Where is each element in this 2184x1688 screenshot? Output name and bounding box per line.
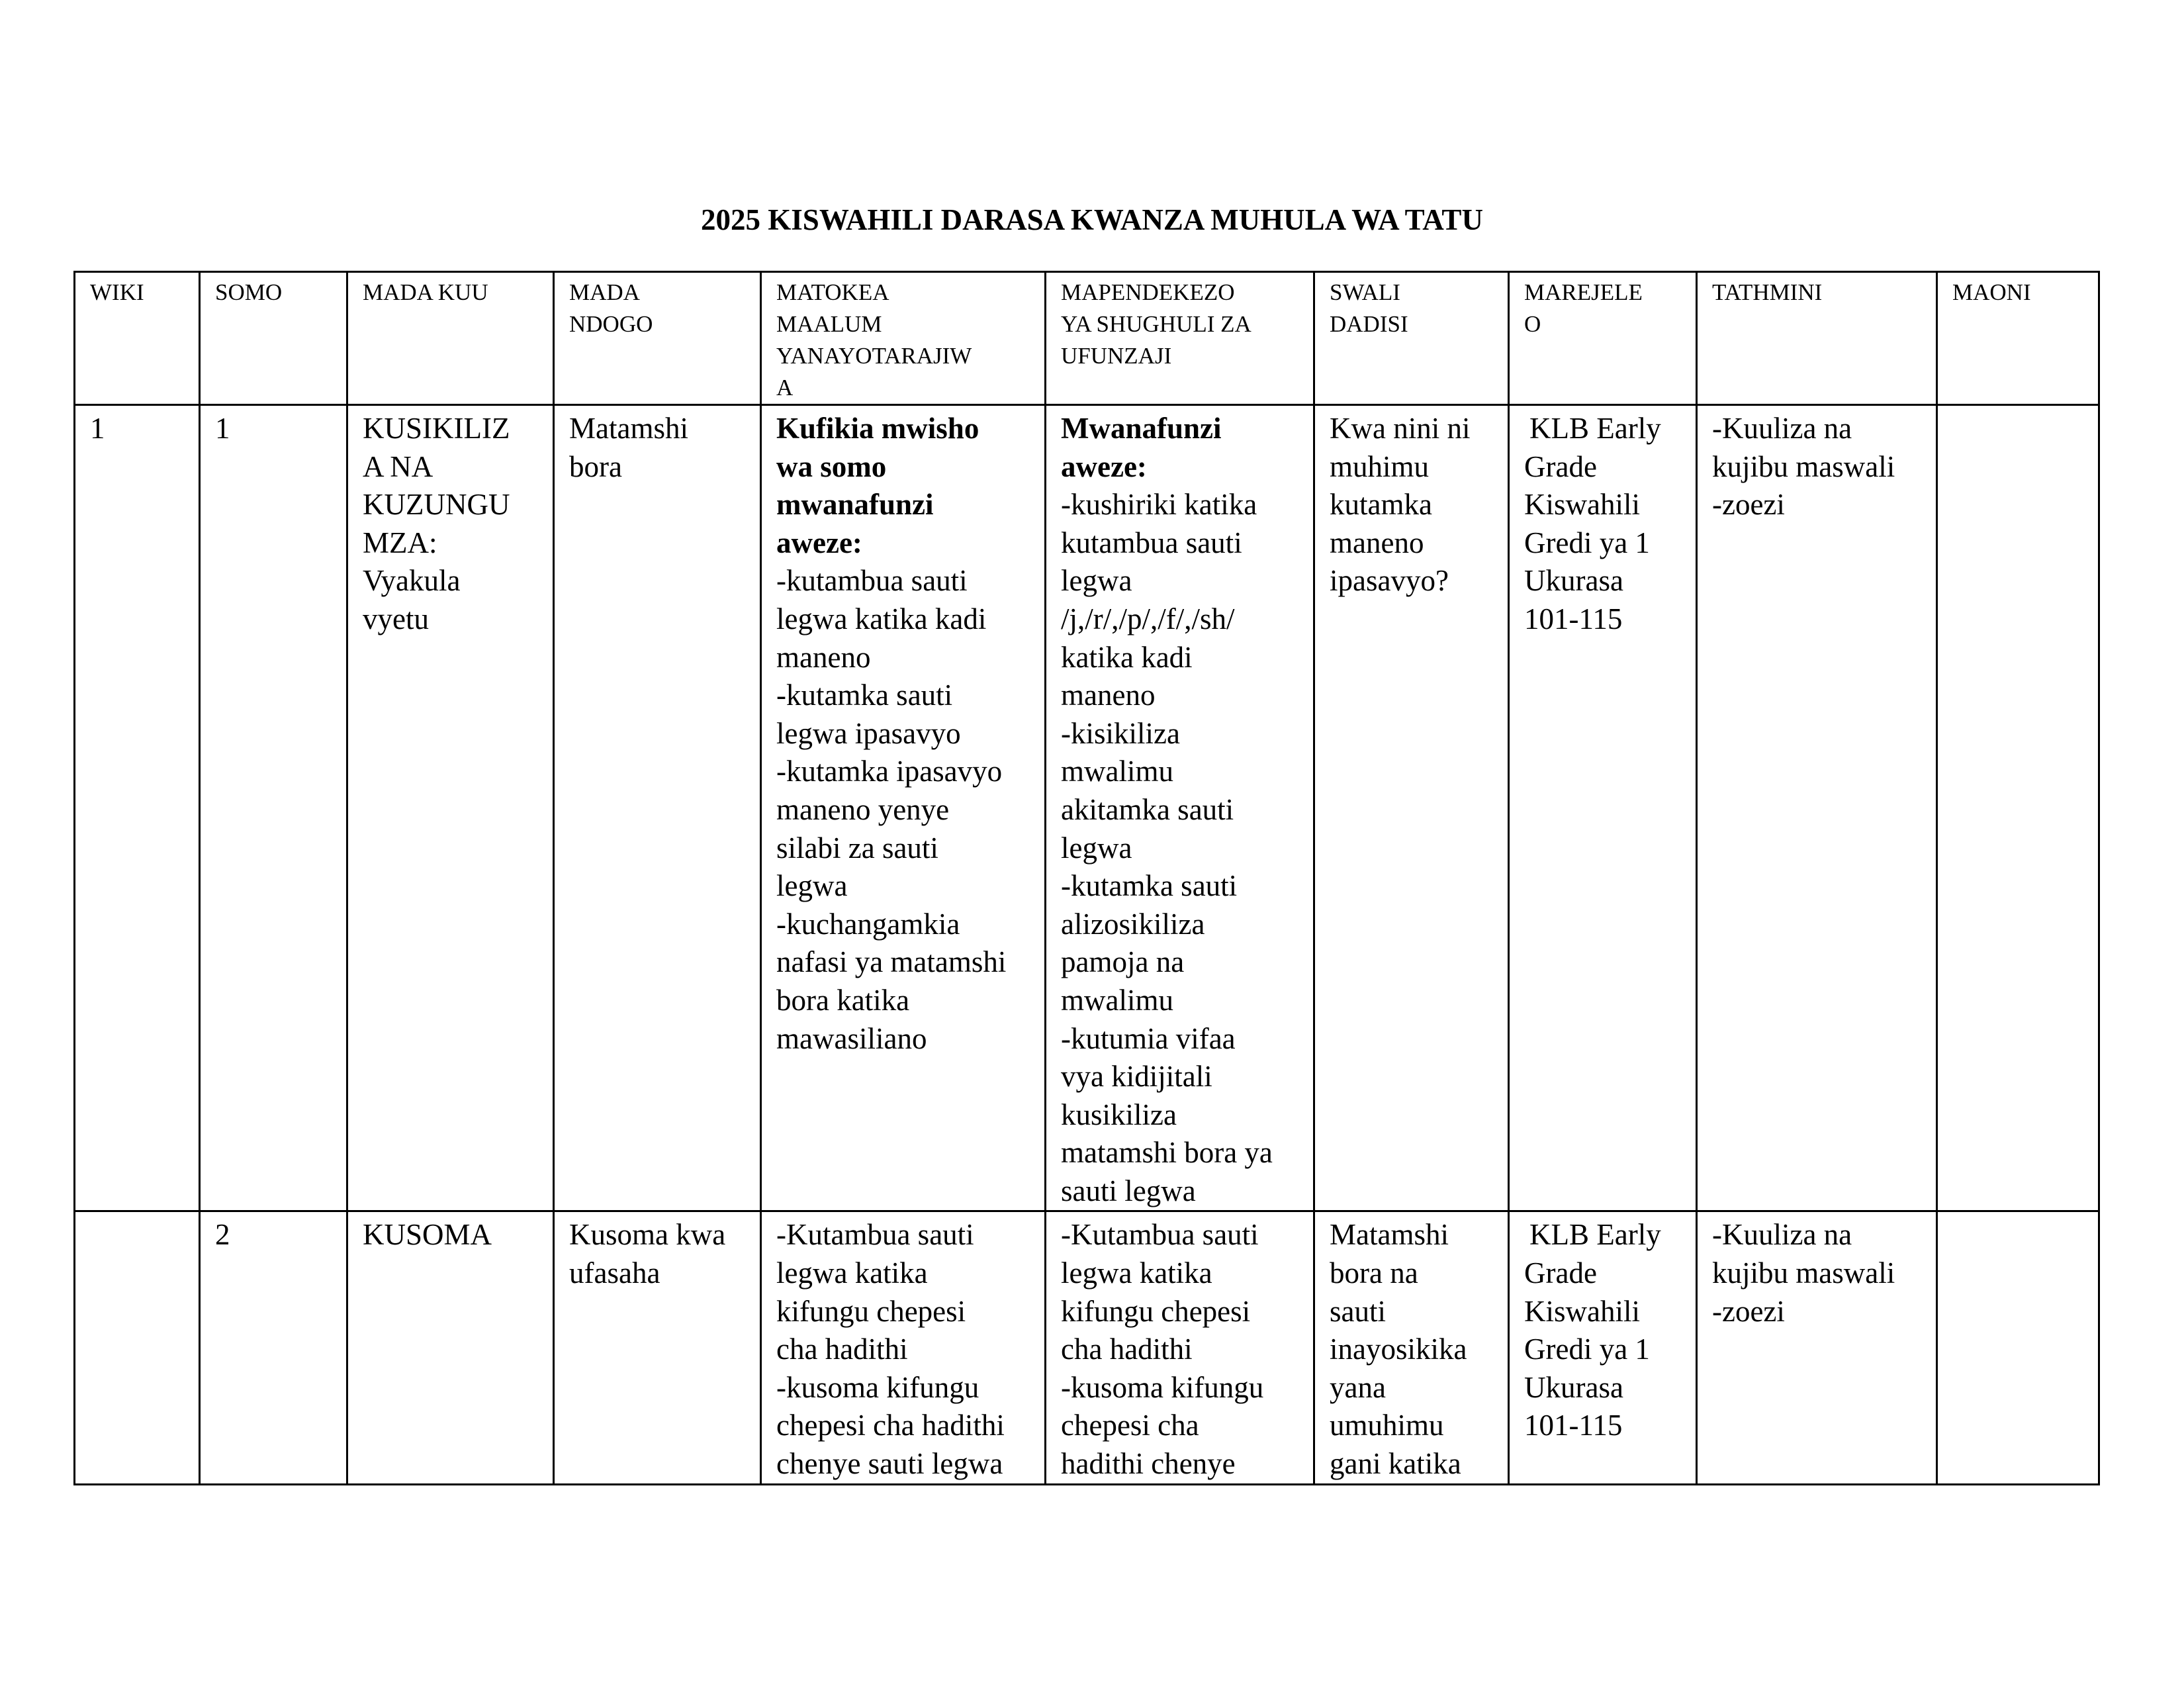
cell-wiki: 1	[75, 405, 200, 1211]
header-wiki: WIKI	[75, 272, 200, 405]
cell-marejeleo: KLB Early Grade Kiswahili Gredi ya 1 Ukurasa 101-115	[1509, 1211, 1697, 1484]
cell-somo: 2	[200, 1211, 347, 1484]
cell-tathmini: -Kuuliza na kujibu maswali -zoezi	[1697, 405, 1937, 1211]
header-maoni: MAONI	[1937, 272, 2099, 405]
table-row	[75, 405, 2099, 1211]
header-mada-ndogo: MADA NDOGO	[554, 272, 761, 405]
cell-mada-ndogo: Matamshi bora	[554, 405, 761, 1211]
cell-swali-dadisi: Kwa nini ni muhimu kutamka maneno ipasavyo?	[1314, 405, 1509, 1211]
scheme-of-work-table	[73, 271, 2100, 1485]
header-mada-kuu: MADA KUU	[347, 272, 554, 405]
cell-maoni	[1937, 1211, 2099, 1484]
cell-mapendekezo: -Kutambua sauti legwa katika kifungu chepesi cha hadithi -kusoma kifungu chepesi cha hadithi chenye	[1046, 1211, 1314, 1484]
cell-mada-kuu: KUSOMA	[347, 1211, 554, 1484]
cell-maoni	[1937, 405, 2099, 1211]
table-header-row	[75, 272, 2099, 405]
header-somo: SOMO	[200, 272, 347, 405]
header-matokea: MATOKEA MAALUM YANAYOTARAJIW A	[761, 272, 1046, 405]
header-swali-dadisi: SWALI DADISI	[1314, 272, 1509, 405]
page-title: 2025 KISWAHILI DARASA KWANZA MUHULA WA TATU	[701, 203, 1483, 236]
header-tathmini: TATHMINI	[1697, 272, 1937, 405]
cell-matokea: Kufikia mwisho wa somo mwanafunzi aweze: -kutambua sauti legwa katika kadi maneno -kutamka sauti legwa ipasavyo -kutamka ipasavyo maneno yenye silabi za sauti legwa -kuchangamkia nafasi ya matamshi bora katika mawasiliano	[761, 405, 1046, 1211]
cell-swali-dadisi: Matamshi bora na sauti inayosikika yana umuhimu gani katika	[1314, 1211, 1509, 1484]
header-mapendekezo: MAPENDEKEZO YA SHUGHULI ZA UFUNZAJI	[1046, 272, 1314, 405]
cell-mada-ndogo: Kusoma kwa ufasaha	[554, 1211, 761, 1484]
cell-mada-kuu: KUSIKILIZ A NA KUZUNGU MZA: Vyakula vyetu	[347, 405, 554, 1211]
cell-matokea: -Kutambua sauti legwa katika kifungu chepesi cha hadithi -kusoma kifungu chepesi cha hadithi chenye sauti legwa	[761, 1211, 1046, 1484]
table-row	[75, 1211, 2099, 1484]
header-marejeleo: MAREJELE O	[1509, 272, 1697, 405]
cell-tathmini: -Kuuliza na kujibu maswali -zoezi	[1697, 1211, 1937, 1484]
cell-mapendekezo: Mwanafunzi aweze: -kushiriki katika kutambua sauti legwa /j,/r/,/p/,/f/,/sh/ katika kadi maneno -kisikiliza mwalimu akitamka sauti legwa -kutamka sauti alizosikiliza pamoja na mwalimu -kutumia vifaa vya kidijitali kusikiliza matamshi bora ya sauti legwa	[1046, 405, 1314, 1211]
cell-somo: 1	[200, 405, 347, 1211]
cell-marejeleo: KLB Early Grade Kiswahili Gredi ya 1 Ukurasa 101-115	[1509, 405, 1697, 1211]
cell-wiki	[75, 1211, 200, 1484]
